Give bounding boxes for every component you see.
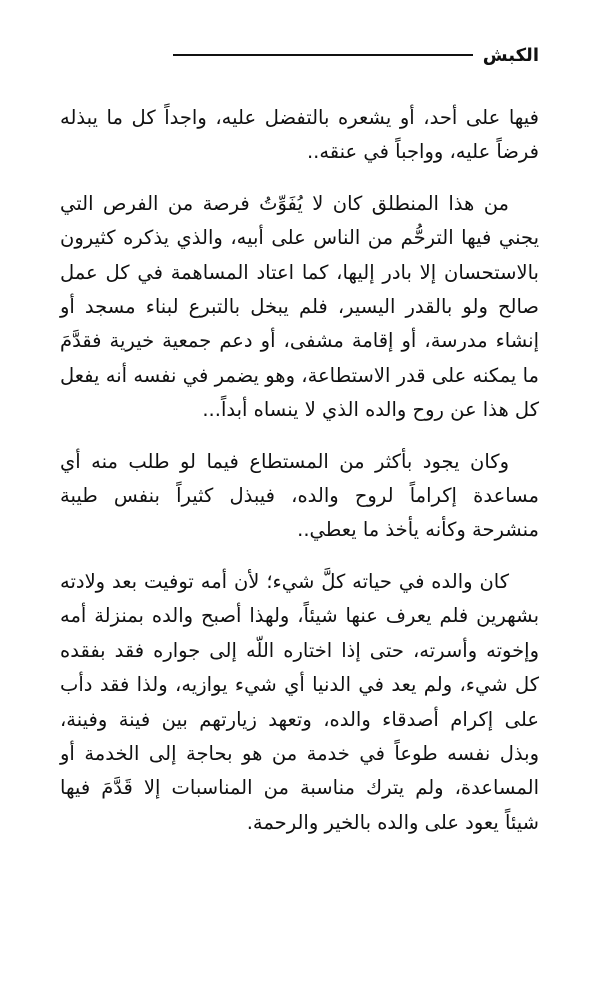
paragraph-3: وكان يجود بأكثر من المستطاع فيما لو طلب منه أي مساعدة إكراماً لروح والده، فيبذل كثيراً بنفس طيبة منشرحة وكأنه يأخذ ما يعطي.. bbox=[60, 449, 539, 542]
running-header bbox=[60, 38, 539, 72]
header-rule bbox=[173, 54, 473, 56]
paragraph-1: فيها على أحد، أو يشعره بالتفضل عليه، واجداً كل ما يبذله فرضاً عليه، وواجباً في عنقه.. bbox=[60, 106, 539, 164]
paragraph-4: كان والده في حياته كلَّ شيء؛ لأن أمه توفيت بعد ولادته بشهرين فلم يعرف عنها شيئاً، ولهذا أصبح والده بمنزلة أمه وإخوته وأسرته، حتى إذا اختاره اللّه إلى جواره فقد بفقده كل شيء، ولم يعد في الدنيا أي شيء يوازيه، ولذا فقد دأب على إكرام أصدقاء والده، وتعهد زيارتهم بين فينة وفينة، وبذل نفسه طوعاً في خدمة من هو بحاجة إلى الخدمة أو المساعدة، ولم يترك مناسبة من المناسبات إلا قَدَّمَ فيها شيئاً يعود على والده بالخير والرحمة. bbox=[60, 569, 539, 834]
chapter-title: الكبش bbox=[482, 44, 539, 66]
body-text bbox=[60, 101, 539, 857]
paragraph-2: من هذا المنطلق كان لا يُفَوِّتُ فرصة من الفرص التي يجني فيها الترحُّم من الناس على أبيه، والذي يذكره كثيرون بالاستحسان إلا بادر إليها، كما اعتاد المساهمة في كل عمل صالح ولو بالقدر اليسير، فلم يبخل بالتبرع لبناء مسجد أو إنشاء مدرسة، أو إقامة مشفى، أو دعم جمعية خيرية فقدَّمَ ما يمكنه على قدر الاستطاعة، وهو يضمر في نفسه أنه يفعل كل هذا عن روح والده الذي لا ينساه أبداً... bbox=[60, 191, 539, 422]
